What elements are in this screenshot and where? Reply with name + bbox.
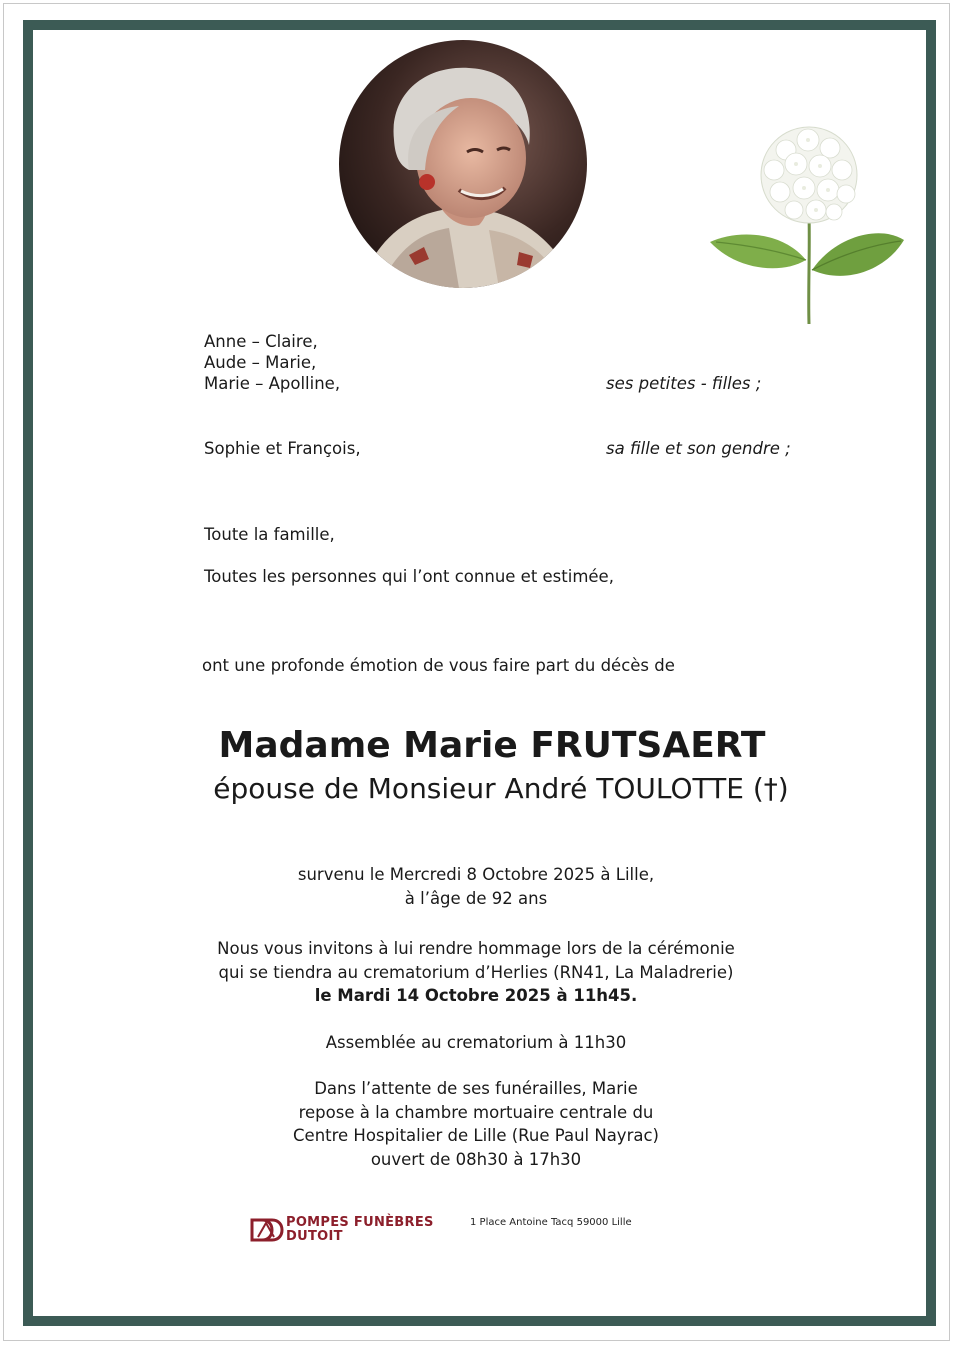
funeral-home-logo-icon — [250, 1217, 284, 1243]
all-people: Toutes les personnes qui l’ont connue et estimée, — [204, 567, 614, 586]
funeral-home-address: 1 Place Antoine Tacq 59000 Lille — [470, 1217, 632, 1228]
rest-line-1: Dans l’attente de ses funérailles, Marie — [314, 1079, 638, 1098]
rest-info — [160, 1077, 792, 1171]
death-info — [160, 863, 792, 910]
all-family: Toute la famille, — [204, 525, 335, 544]
ceremony-line-2: qui se tiendra au crematorium d’Herlies (RN41, La Maladrerie) — [218, 962, 734, 982]
daughter-relation: sa fille et son gendre ; — [606, 439, 791, 458]
daughter-names: Sophie et François, — [204, 439, 361, 458]
granddaughters-relation: ses petites - filles ; — [606, 374, 762, 393]
portrait-photo — [339, 40, 587, 288]
deceased-spouse: épouse de Monsieur André TOULOTTE (†) — [213, 772, 789, 805]
rest-line-2: repose à la chambre mortuaire centrale du — [298, 1102, 654, 1122]
granddaughter-3: Marie – Apolline, — [204, 374, 341, 393]
logo-line-2: DUTOIT — [286, 1228, 343, 1244]
death-line-1: survenu le Mercredi 8 Octobre 2025 à Lille, — [297, 865, 655, 884]
rest-line-4: ouvert de 08h30 à 17h30 — [370, 1149, 582, 1169]
portrait-image-icon — [339, 40, 587, 288]
ceremony-date: le Mardi 14 Octobre 2025 à 11h45. — [314, 986, 638, 1005]
ceremony-info — [160, 937, 792, 1008]
logo-line-1: POMPES FUNÈBRES — [286, 1215, 434, 1230]
ceremony-line-1: Nous vous invitons à lui rendre hommage lors de la cérémonie — [217, 939, 735, 958]
granddaughter-1: Anne – Claire, — [204, 332, 318, 351]
rest-line-3: Centre Hospitalier de Lille (Rue Paul Nayrac) — [293, 1126, 659, 1145]
funeral-home-logo-text — [286, 1216, 434, 1243]
granddaughter-2: Aude – Marie, — [204, 353, 317, 372]
death-line-2: à l’âge de 92 ans — [404, 888, 548, 908]
hydrangea-flower-icon — [706, 120, 911, 328]
assembly-info: Assemblée au crematorium à 11h30 — [325, 1033, 627, 1052]
announcement-text: ont une profonde émotion de vous faire part du décès de — [202, 656, 675, 675]
deceased-name: Madame Marie FRUTSAERT — [218, 725, 766, 766]
